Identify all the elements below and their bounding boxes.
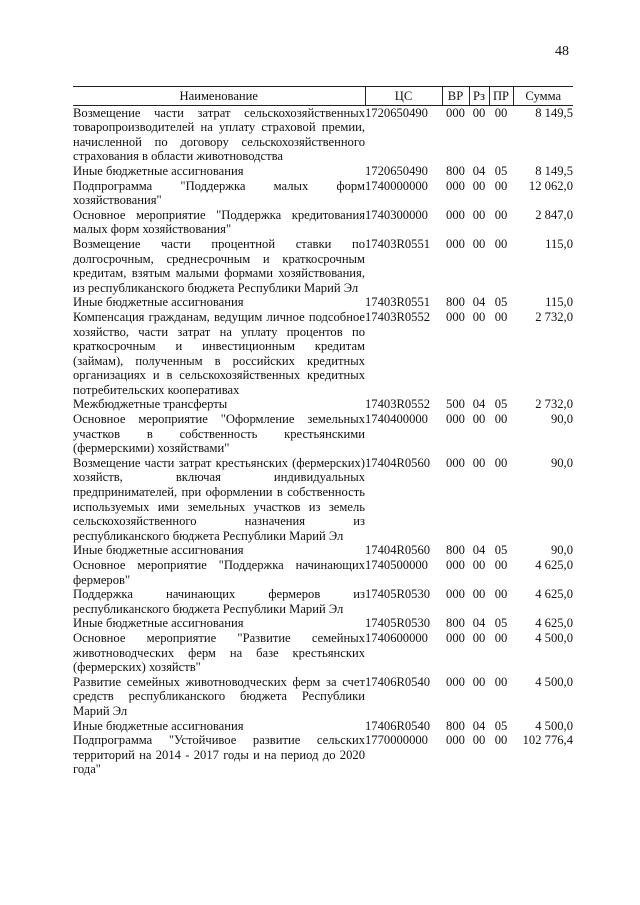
cell-vr: 800 [446,295,465,310]
cell-sum: 2 732,0 [535,309,573,324]
cell-sum: 4 625,0 [535,587,573,602]
table-row [73,587,573,616]
cell-cs: 1740500000 [365,558,428,572]
cell-rz: 04 [472,718,486,733]
cell-name: Основное мероприятие "Поддержка кредитования малых форм хозяйствования" [73,207,365,237]
cell-vr: 000 [446,236,465,251]
cell-cs: 1770000000 [365,733,428,748]
cell-vr: 800 [446,543,465,558]
cell-sum: 90,0 [550,455,573,470]
cell-sum: 4 500,0 [535,630,573,645]
table-row [73,412,573,456]
table-row [73,733,573,777]
cell-cs: 1720650490 [365,105,428,120]
cell-rz: 04 [472,397,486,412]
cell-name: Иные бюджетные ассигнования [73,163,244,178]
cell-sum: 4 625,0 [535,616,573,631]
cell-name: Поддержка начинающих фермеров из республиканского бюджета Республики Марий Эл [73,587,365,616]
cell-vr: 000 [446,630,465,645]
cell-name: Подпрограмма "Поддержка малых форм хозяйствования" [73,178,365,208]
cell-pr: 05 [494,163,508,178]
cell-sum: 90,0 [550,412,573,427]
cell-cs: 1740600000 [365,630,428,645]
header-rz: Рз [469,87,489,106]
cell-cs: 1740400000 [365,412,428,427]
table-row [73,310,573,398]
cell-cs: 1740000000 [365,178,428,193]
cell-rz: 04 [472,163,486,178]
table-row [73,558,573,587]
cell-pr: 00 [494,105,508,120]
cell-vr: 000 [446,733,465,748]
cell-pr: 00 [494,207,508,222]
table-row [73,164,573,179]
cell-cs: 17403R0551 [365,295,431,310]
cell-rz: 00 [472,455,486,470]
cell-pr: 00 [494,587,508,602]
cell-rz: 04 [472,616,486,631]
cell-vr: 500 [446,397,465,412]
cell-pr: 05 [494,718,508,733]
cell-pr: 00 [494,309,508,324]
cell-sum: 115,0 [545,295,573,310]
cell-pr: 00 [494,178,508,193]
cell-vr: 000 [446,105,465,120]
page-number: 48 [555,44,569,59]
header-vr: ВР [442,87,469,106]
table-row [73,456,573,544]
cell-sum: 2 847,0 [535,207,573,222]
cell-name: Компенсация гражданам, ведущим личное подсобное хозяйство, части затрат на уплату процентов по краткосрочным и инвестиционным кредитам (займам), полученным в российских кредитных организациях и в сельскохозяйственных кредитных потребительских кооперативах [73,309,365,397]
table-row [73,719,573,734]
cell-name: Возмещение части затрат крестьянских (фермерских) хозяйств, включая индивидуальных предпринимателей, при оформлении в собственность используемых ими земельных участков из земель сельскохозяйственного назначения из республиканского бюджета Республики Марий Эл [73,455,365,543]
cell-sum: 8 149,5 [535,163,573,178]
cell-rz: 00 [472,236,486,251]
cell-cs: 17406R0540 [365,674,431,689]
cell-rz: 00 [472,207,486,222]
cell-name: Иные бюджетные ассигнования [73,616,244,631]
cell-sum: 8 149,5 [535,105,573,120]
cell-cs: 17405R0530 [365,587,431,602]
cell-pr: 00 [494,733,508,748]
cell-pr: 00 [494,674,508,689]
cell-sum: 102 776,4 [522,733,573,748]
cell-rz: 00 [472,674,486,689]
cell-pr: 05 [494,397,508,412]
table-row [73,543,573,558]
table-row [73,397,573,412]
cell-vr: 800 [446,718,465,733]
table-body [73,105,573,777]
cell-rz: 00 [472,412,486,427]
header-name: Наименование [73,87,365,106]
table-header-row [73,87,573,106]
cell-rz: 00 [472,178,486,193]
cell-vr: 800 [446,616,465,631]
cell-name: Подпрограмма "Устойчивое развитие сельских территорий на 2014 - 2017 годы и на период до 2020 года" [73,733,365,777]
cell-rz: 00 [472,733,486,748]
cell-vr: 000 [446,412,465,427]
cell-name: Иные бюджетные ассигнования [73,718,244,733]
cell-vr: 000 [446,558,465,572]
table-row [73,616,573,631]
cell-name: Межбюджетные трансферты [73,397,228,412]
cell-cs: 1740300000 [365,207,428,222]
header-cs: ЦС [365,87,442,106]
header-pr: ПР [489,87,513,106]
cell-cs: 17404R0560 [365,543,431,558]
cell-pr: 00 [494,412,508,427]
cell-cs: 17405R0530 [365,616,431,631]
cell-sum: 115,0 [545,236,573,251]
cell-name: Возмещение части затрат сельскохозяйственных товаропроизводителей на уплату страховой премии, начисленной по договору сельскохозяйственного страхования в области животноводства [73,105,365,164]
cell-pr: 00 [494,558,508,572]
cell-rz: 04 [472,295,486,310]
cell-vr: 000 [446,674,465,689]
cell-pr: 05 [494,543,508,558]
cell-rz: 00 [472,630,486,645]
cell-sum: 4 500,0 [535,718,573,733]
cell-rz: 00 [472,309,486,324]
cell-name: Развитие семейных животноводческих ферм за счет средств республиканского бюджета Республики Марий Эл [73,674,365,718]
cell-cs: 17406R0540 [365,718,431,733]
table-row [73,237,573,295]
cell-name: Возмещение части процентной ставки по долгосрочным, среднесрочным и краткосрочным кредитам, взятым малыми формами хозяйствования, из республиканского бюджета Республики Марий Эл [73,236,365,295]
cell-cs: 1720650490 [365,163,428,178]
cell-name: Основное мероприятие "Поддержка начинающих фермеров" [73,558,365,587]
cell-rz: 00 [472,105,486,120]
cell-pr: 00 [494,236,508,251]
cell-cs: 17404R0560 [365,455,431,470]
cell-pr: 00 [494,455,508,470]
cell-pr: 05 [494,616,508,631]
cell-cs: 17403R0551 [365,236,431,251]
table-row [73,105,573,164]
table-row [73,675,573,719]
cell-sum: 4 500,0 [535,674,573,689]
cell-pr: 05 [494,295,508,310]
cell-name: Иные бюджетные ассигнования [73,295,244,310]
cell-name: Основное мероприятие "Оформление земельных участков в собственность крестьянскими (фермерскими) хозяйствами" [73,412,365,456]
cell-rz: 00 [472,558,486,572]
cell-vr: 800 [446,163,465,178]
cell-sum: 12 062,0 [528,178,573,193]
cell-sum: 90,0 [550,543,573,558]
table-row [73,631,573,675]
cell-vr: 000 [446,207,465,222]
cell-vr: 000 [446,587,465,602]
cell-sum: 4 625,0 [535,558,573,572]
cell-rz: 00 [472,587,486,602]
cell-rz: 04 [472,543,486,558]
header-sum: Сумма [513,87,573,106]
table-row [73,295,573,310]
cell-name: Основное мероприятие "Развитие семейных животноводческих ферм на базе крестьянских (фермерских) хозяйств" [73,630,365,675]
cell-sum: 2 732,0 [535,397,573,412]
cell-vr: 000 [446,178,465,193]
cell-vr: 000 [446,309,465,324]
table-row [73,179,573,208]
cell-name: Иные бюджетные ассигнования [73,543,244,558]
cell-vr: 000 [446,455,465,470]
cell-pr: 00 [494,630,508,645]
cell-cs: 17403R0552 [365,397,431,412]
cell-cs: 17403R0552 [365,309,431,324]
budget-table [73,86,573,777]
table-row [73,208,573,237]
